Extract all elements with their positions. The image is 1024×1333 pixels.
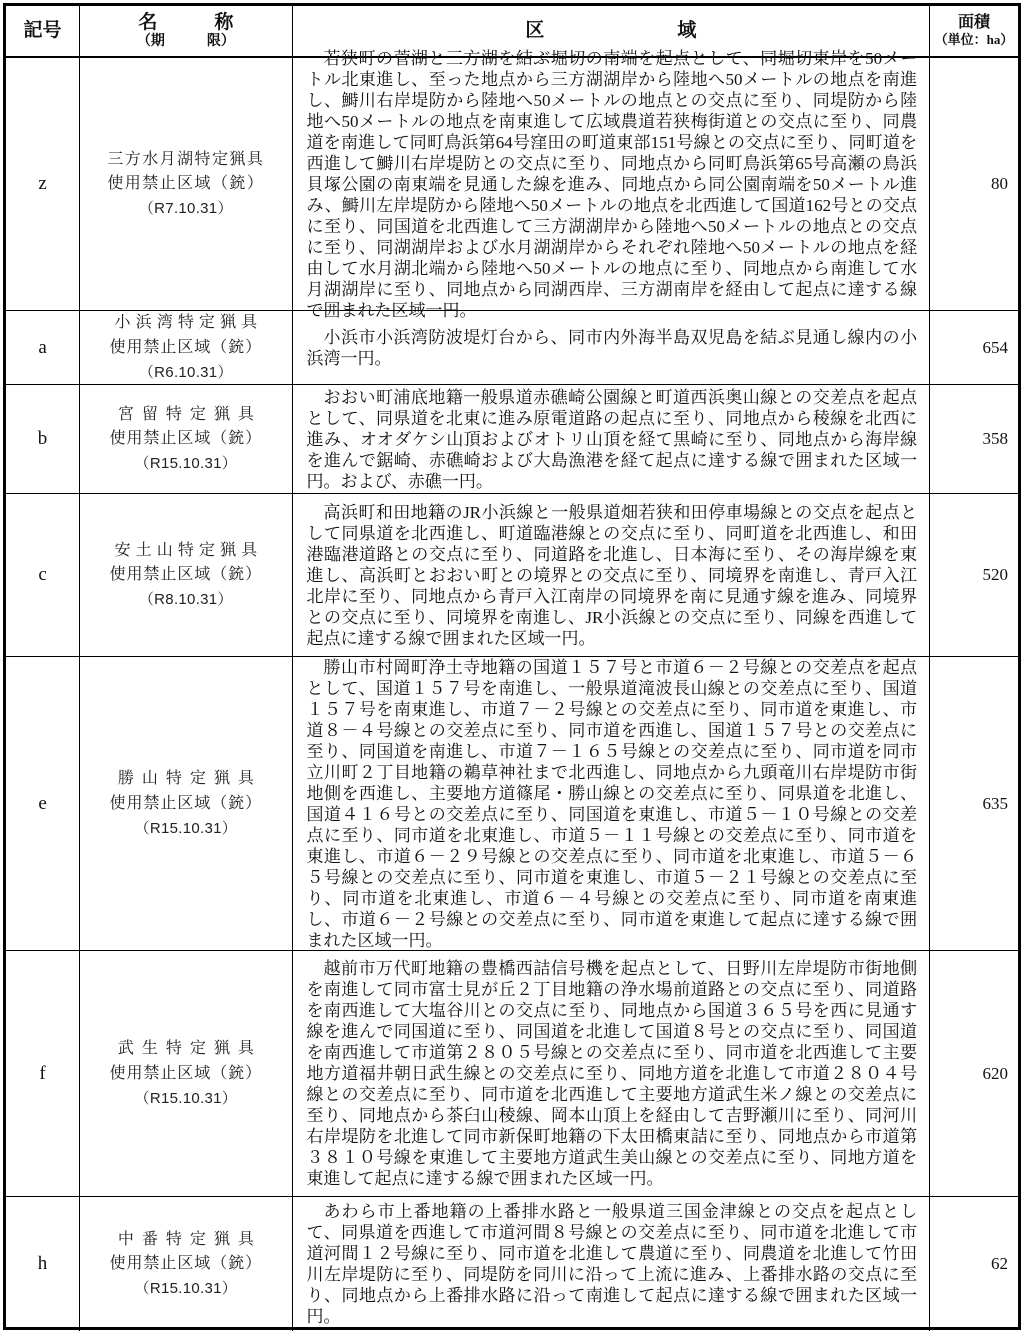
- header-name-label: 名 称: [138, 12, 234, 34]
- area-period: （R6.10.31）: [138, 363, 233, 381]
- area-value: 635: [982, 793, 1008, 813]
- area-name: 勝山特定猟具: [117, 770, 262, 788]
- area-name: 小浜湾特定猟具: [114, 314, 263, 332]
- header-area-label: 面積: [958, 14, 991, 32]
- region-cell: [293, 48, 931, 320]
- header-area-unit-label: （単位：ha）: [934, 31, 1014, 47]
- area-value: 358: [982, 429, 1008, 448]
- area-name-2: 使用禁止区域（銃）: [109, 1064, 263, 1082]
- header-period-label: （期 限）: [136, 33, 235, 49]
- area-value: 520: [982, 565, 1008, 584]
- table-row: [6, 657, 1018, 951]
- symbol-cell: [6, 951, 80, 1197]
- name-cell: [80, 1197, 292, 1331]
- area-period: （R15.10.31）: [134, 1089, 238, 1107]
- area-period: （R7.10.31）: [138, 200, 233, 218]
- table-row: [6, 311, 1018, 385]
- region-description: 小浜市小浜湾防波堤灯台から、同市内外海半島双児島を結ぶ見通し線内の小浜湾一円。: [306, 327, 918, 368]
- header-cell-symbol: [6, 6, 80, 58]
- region-description: 高浜町和田地籍のJR小浜線と一般県道畑若狭和田停車場線との交点を起点として同県道を北西進し、町道臨港線との交点に至り、同町道を北西進し、和田港臨港道路との交点に至り、同道路を北進し、日本海に至り、その海岸線を東進し、高浜町とおおい町との境界との交点に至り、同境界を南進し、青戸入江北岸に至り、同地点から青戸入江南岸の同境界を南に見通す線を進み、同境界との交点に至り、同境界を南進し、JR小浜線との交点に至り、同線を西進して起点に達する線で囲まれた区域一円。: [306, 502, 918, 648]
- area-name: 武生特定猟具: [117, 1040, 262, 1058]
- area-value: 80: [991, 174, 1008, 193]
- region-description: 越前市万代町地籍の豊橋西詰信号機を起点として、日野川左岸堤防市街地側を南進して同市富士見が丘２丁目地籍の浄水場前道路との交点に至り、同道路を南西進して大塩谷川との交点に至り、同地点から国道３６５号を西に見通す線を進んで同国道に至り、同国道を北進して国道８号との交点に至り、同国道を南西進して市道第２８０５号線との交差点に至り、同市道を北西進して主要地方道福井朝日武生線との交差点に至り、同地方道を北進して市道２８０４号線との交差点に至り、同市道を北西進して主要地方道武生米ノ線との交差点に至り、同地点から茶臼山稜線、岡本山頂上を経由して吉野瀬川に至り、同河川右岸堤防を北進して同市新保町地籍の下太田橋東詰に至り、同地点から市道第３８１０号線を東進して主要地方道武生美山線との交差点に至り、同地方道を東進して起点に達する線で囲まれた区域一円。: [306, 959, 918, 1188]
- name-cell: [80, 311, 292, 385]
- area-cell: [930, 657, 1018, 951]
- area-name: 中番特定猟具: [117, 1230, 262, 1248]
- area-name-2: 使用禁止区域（銃）: [109, 566, 263, 584]
- row-symbol: f: [39, 1062, 46, 1084]
- area-period: （R15.10.31）: [134, 455, 238, 473]
- table-row: [6, 1197, 1018, 1331]
- header-symbol-label: 記号: [23, 20, 62, 42]
- name-cell: [80, 657, 292, 951]
- table-row: [6, 494, 1018, 657]
- region-cell: [293, 1197, 931, 1331]
- area-cell: [930, 951, 1018, 1197]
- area-value: 620: [982, 1063, 1008, 1083]
- hunting-area-table: [3, 3, 1021, 1330]
- symbol-cell: [6, 311, 80, 385]
- header-cell-area: [930, 6, 1018, 58]
- area-name-2: 使用禁止区域（銃）: [107, 175, 265, 193]
- region-cell: [293, 385, 931, 494]
- area-value: 62: [991, 1254, 1008, 1273]
- area-name: 宮留特定猟具: [117, 405, 262, 423]
- symbol-cell: [6, 385, 80, 494]
- row-symbol: a: [38, 336, 47, 358]
- area-period: （R15.10.31）: [134, 819, 238, 837]
- row-symbol: b: [37, 428, 48, 449]
- name-cell: [80, 385, 292, 494]
- symbol-cell: [6, 657, 80, 951]
- region-description: あわら市上番地籍の上番排水路と一般県道三国金津線との交点を起点として、同県道を西進して市道河間８号線との交差点に至り、同市道を北進して市道河間１２号線に至り、同市道を北進して農道に至り、同農道を北進して竹田川左岸堤防に至り、同堤防を同川に沿って上流に進み、上番排水路の交点に至り、同地点から上番排水路に沿って南進して起点に達する線で囲まれた区域一円。: [306, 1202, 918, 1326]
- area-name-2: 使用禁止区域（銃）: [109, 1255, 263, 1273]
- region-cell: [293, 494, 931, 657]
- table-row: [6, 48, 1018, 320]
- row-symbol: c: [38, 564, 47, 585]
- row-symbol: e: [38, 792, 47, 814]
- region-description: おおい町浦底地籍一般県道赤礁崎公園線と町道西浜奥山線との交差点を起点として、同県道を北東に進み原電道路の起点に至り、同地点から稜線を北西に進み、オオダケシ山頂およびオトリ山頂を経て黒崎に至り、同地点から海岸線を進んで鋸崎、赤礁崎および大島漁港を経て起点に達する線で囲まれた区域一円。および、赤礁一円。: [306, 387, 918, 491]
- area-period: （R8.10.31）: [138, 591, 233, 609]
- region-cell: [293, 657, 931, 951]
- area-name-2: 使用禁止区域（銃）: [109, 430, 263, 448]
- name-cell: [80, 494, 292, 657]
- area-value: 654: [982, 337, 1008, 357]
- area-name: 安土山特定猟具: [114, 541, 263, 559]
- area-period: （R15.10.31）: [134, 1280, 238, 1298]
- table-row: [6, 951, 1018, 1197]
- header-region-label: 区 域: [525, 20, 697, 42]
- region-description: 勝山市村岡町浄土寺地籍の国道１５７号と市道６－２号線との交差点を起点として、国道１５７号を南進し、一般県道滝波長山線との交差点に至り、国道１５７号を南東進し、市道７－２号線との交差点に至り、同市道を東進し、市道８－４号線との交差点に至り、同市道を西進し、国道１５７号との交差点に至り、同国道を南進し、市道７－１６５号線との交差点に至り、同市道を同市立川町２丁目地籍の鵜草神社まで北西進し、同地点から九頭竜川右岸堤防市街地側を西進し、主要地方道篠尾・勝山線との交差点に至り、同県道を北進し、国道４１６号との交差点に至り、同国道を東進し、市道５－１０号線との交差点に至り、同市道を北東進し、市道５－１１号線との交差点に至り、同市道を東進し、市道６－２９号線との交差点に至り、同市道を北東進し、市道５－６５号線との交差点に至り、同市道を東進し、市道５－２１号線との交差点に至り、同市道を北東進し、市道６－４号線との交差点に至り、同市道を南東進し、市道６－２号線との交差点に至り、同市道を東進して起点に達する線で囲まれた区域一円。: [306, 657, 918, 950]
- row-symbol: h: [37, 1253, 48, 1274]
- symbol-cell: [6, 494, 80, 657]
- header-cell-name: [80, 6, 292, 58]
- symbol-cell: [6, 58, 80, 311]
- name-cell: [80, 951, 292, 1197]
- area-cell: [930, 494, 1018, 657]
- area-cell: [930, 385, 1018, 494]
- symbol-cell: [6, 1197, 80, 1331]
- region-description: 若狭町の菅湖と三方湖を結ぶ堀切の南端を起点として、同堀切東岸を50メートル北東進し、至った地点から三方湖湖岸から陸地へ50メートルの地点を南進し、鰣川右岸堤防から陸地へ50メートルの地点との交点に至り、同堤防から陸地へ50メートルの地点を南東進して広域農道若狭梅街道との交点に至り、同農道を南進して同町鳥浜第64号窪田の町道東部151号線との交点に至り、同町道を西進して鰣川右岸堤防との交点に至り、同地点から同町鳥浜第65号高瀬の鳥浜貝塚公園の南東端を見通した線を進み、同地点から同公園南端を50メートル進み、鰣川左岸堤防から陸地へ50メートルの地点を北西進して国道162号との交点に至り、同国道を北西進して三方湖湖岸から陸地へ50メートルの地点との交点に至り、同湖湖岸および水月湖湖岸からそれぞれ陸地へ50メートルの地点を経由して水月湖北端から陸地へ50メートルの地点に至り、同地点から南進して水月湖湖岸に至り、同地点から同湖西岸、三方湖南岸を経由して起点に達する線で囲まれた区域一円。: [306, 48, 918, 320]
- area-name: 三方水月湖特定猟具: [107, 150, 265, 168]
- area-cell: [930, 58, 1018, 311]
- area-name-2: 使用禁止区域（銃）: [109, 794, 263, 812]
- table-row: [6, 385, 1018, 494]
- row-symbol: z: [38, 173, 47, 194]
- region-cell: [293, 311, 931, 385]
- area-cell: [930, 1197, 1018, 1331]
- area-cell: [930, 311, 1018, 385]
- area-name-2: 使用禁止区域（銃）: [109, 338, 263, 356]
- name-cell: [80, 58, 292, 311]
- region-cell: [293, 951, 931, 1197]
